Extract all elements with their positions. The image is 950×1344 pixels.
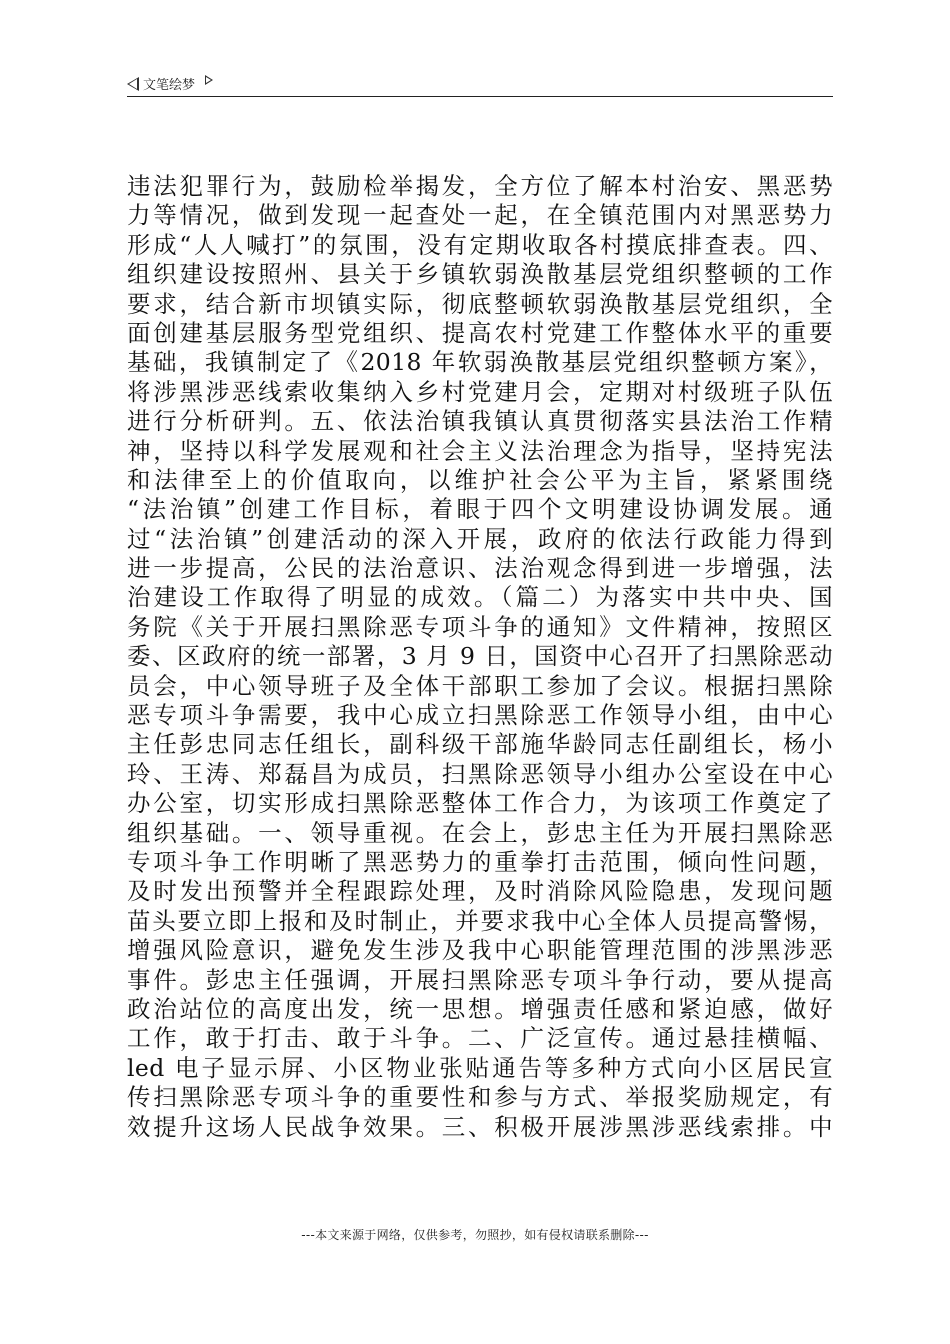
body-line: 玲、王涛、郑磊昌为成员，扫黑除恶领导小组办公室设在中心 — [127, 759, 833, 788]
body-line: 形成“人人喊打”的氛围，没有定期收取各村摸底排查表。四、 — [127, 230, 833, 259]
page-header — [127, 70, 833, 97]
body-line: 治建设工作取得了明显的成效。（篇二）为落实中共中央、国 — [127, 583, 833, 612]
brand-text: 文笔绘梦 — [143, 78, 196, 93]
footer-disclaimer: ---本文来源于网络，仅供参考，勿照抄，如有侵权请联系删除--- — [301, 1228, 649, 1242]
body-line: 恶专项斗争需要，我中心成立扫黑除恶工作领导小组，由中心 — [127, 701, 833, 730]
body-line: 进行分析研判。五、依法治镇我镇认真贯彻落实县法治工作精 — [127, 407, 833, 436]
brand — [127, 74, 213, 93]
body-line: 组织基础。一、领导重视。在会上，彭忠主任为开展扫黑除恶 — [127, 818, 833, 847]
triangle-left-icon — [127, 77, 139, 91]
body-line: 专项斗争工作明晰了黑恶势力的重拳打击范围，倾向性问题， — [127, 847, 833, 876]
body-line: 政治站位的高度出发，统一思想。增强责任感和紧迫感，做好 — [127, 994, 833, 1023]
body-line: 员会，中心领导班子及全体干部职工参加了会议。根据扫黑除 — [127, 671, 833, 700]
body-line: 违法犯罪行为，鼓励检举揭发，全方位了解本村治安、黑恶势 — [127, 172, 833, 200]
body-line: 和法律至上的价值取向，以维护社会公平为主旨，紧紧围绕 — [127, 465, 833, 494]
body-line: 增强风险意识，避免发生涉及我中心职能管理范围的涉黑涉恶 — [127, 936, 833, 965]
body-line: “法治镇”创建工作目标，着眼于四个文明建设协调发展。通 — [127, 495, 833, 524]
body-line: 工作，敢于打击、敢于斗争。二、广泛宣传。通过悬挂横幅、 — [127, 1024, 833, 1053]
body-line: 力等情况，做到发现一起查处一起，在全镇范围内对黑恶势力 — [127, 201, 833, 230]
body-line: 进一步提高，公民的法治意识、法治观念得到进一步增强，法 — [127, 554, 833, 583]
body-line: 效提升这场人民战争效果。三、积极开展涉黑涉恶线索排。中 — [127, 1112, 833, 1141]
body-line: 面创建基层服务型党组织、提高农村党建工作整体水平的重要 — [127, 318, 833, 347]
body-line: 神，坚持以科学发展观和社会主义法治理念为指导，坚持宪法 — [127, 436, 833, 465]
body-line: 基础，我镇制定了《2018 年软弱涣散基层党组织整顿方案》， — [127, 348, 833, 377]
body-line: 将涉黑涉恶线索收集纳入乡村党建月会，定期对村级班子队伍 — [127, 377, 833, 406]
body-line: 传扫黑除恶专项斗争的重要性和参与方式、举报奖励规定，有 — [127, 1083, 833, 1112]
body-line: 组织建设按照州、县关于乡镇软弱涣散基层党组织整顿的工作 — [127, 260, 833, 289]
body-line: 主任彭忠同志任组长，副科级干部施华龄同志任副组长，杨小 — [127, 730, 833, 759]
body-line: 苗头要立即上报和及时制止，并要求我中心全体人员提高警惕， — [127, 906, 833, 935]
body-line: 办公室，切实形成扫黑除恶整体工作合力，为该项工作奠定了 — [127, 789, 833, 818]
body-line: 事件。彭忠主任强调，开展扫黑除恶专项斗争行动，要从提高 — [127, 965, 833, 994]
body-line: 过“法治镇”创建活动的深入开展，政府的依法行政能力得到 — [127, 524, 833, 553]
document-body — [127, 172, 835, 1142]
body-line: led 电子显示屏、小区物业张贴通告等多种方式向小区居民宣 — [127, 1053, 833, 1082]
body-line: 要求，结合新市坝镇实际，彻底整顿软弱涣散基层党组织，全 — [127, 289, 833, 318]
body-line: 务院《关于开展扫黑除恶专项斗争的通知》文件精神，按照区 — [127, 612, 833, 641]
body-line: 委、区政府的统一部署，3 月 9 日，国资中心召开了扫黑除恶动 — [127, 642, 833, 671]
triangle-right-icon — [205, 75, 213, 85]
body-line: 及时发出预警并全程跟踪处理，及时消除风险隐患，发现问题 — [127, 877, 833, 906]
